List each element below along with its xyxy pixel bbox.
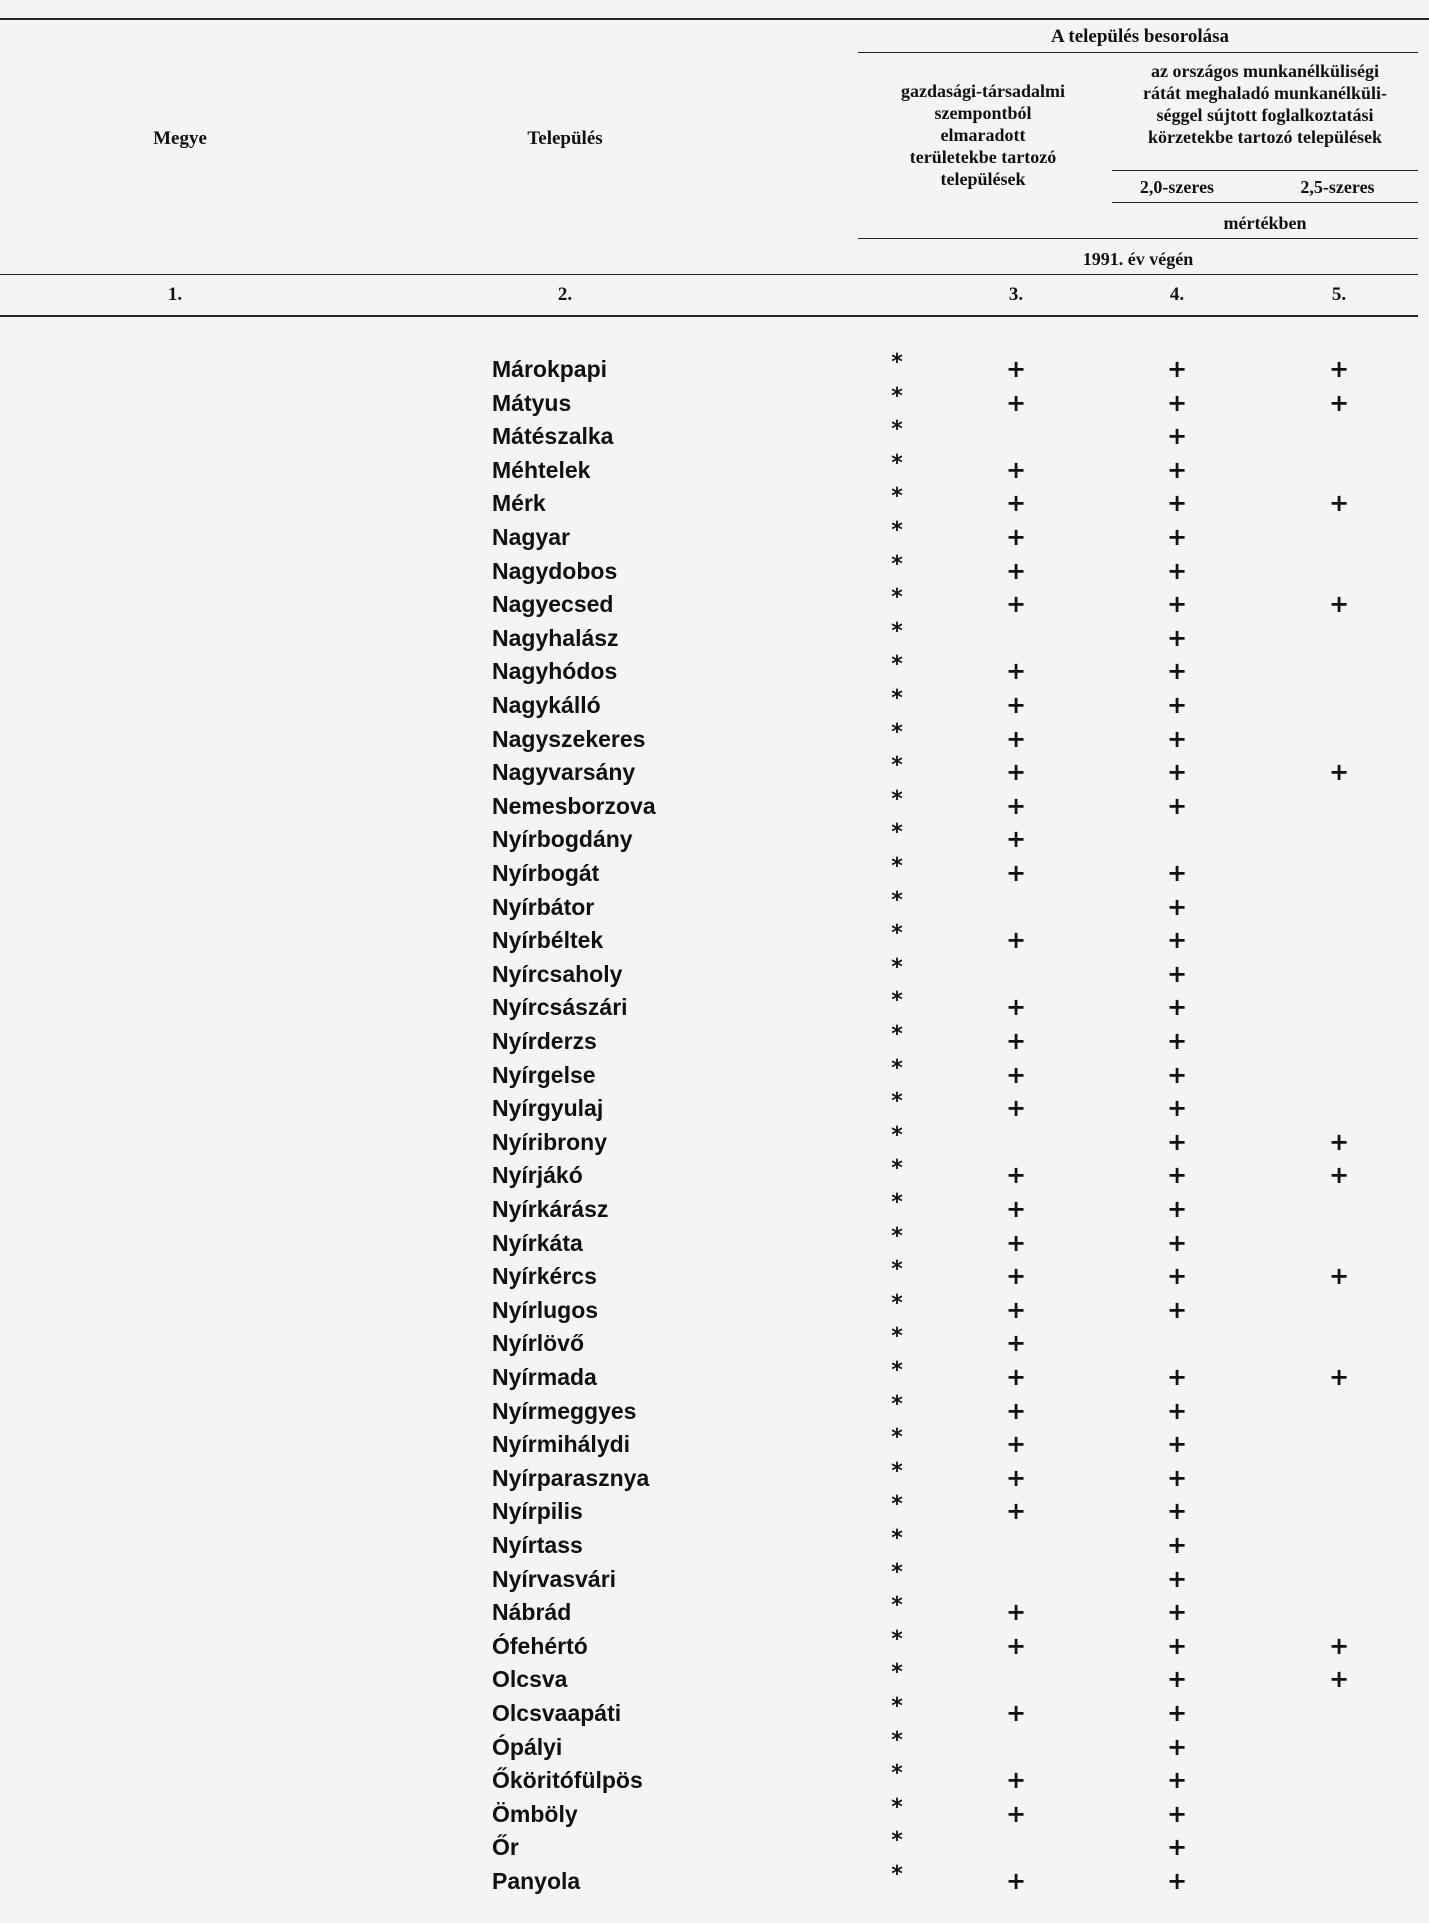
col3-mark: + [1005,355,1027,383]
star-mark: * [891,1526,903,1551]
col3-mark: + [1005,1027,1027,1055]
col4-mark: + [1166,1228,1188,1257]
table-row [0,854,1429,890]
table-row [0,1022,1429,1058]
col4-mark: + [1166,758,1188,787]
table-row [0,1694,1429,1730]
table-row [0,1761,1429,1797]
settlement-name: Ófehértó [492,1632,588,1659]
col4-mark: + [1166,1127,1188,1156]
col5-mark: + [1328,1631,1350,1660]
col3-mark: + [1005,1867,1027,1895]
header-merteken: mértékben [1223,213,1307,233]
settlement-name: Nyírlövő [492,1330,585,1357]
header-rule-under-date [0,274,1418,275]
star-mark: * [891,1358,903,1383]
settlement-name: Nyírparasznya [492,1464,650,1491]
header-col3-line: területekbe tartozó [909,147,1057,167]
col4-mark: + [1166,388,1188,417]
header-rule-under-title [858,52,1418,53]
col3-mark: + [1005,388,1027,417]
col3-mark: + [1005,1766,1027,1795]
table-row [0,1526,1429,1562]
settlement-name: Nyírmeggyes [492,1397,637,1424]
header-col45 [1112,60,1418,148]
star-mark: * [891,484,903,510]
col5-mark: + [1328,388,1350,417]
star-mark: * [891,1122,903,1148]
star-mark: * [891,1089,903,1115]
settlement-name: Nagyhódos [492,658,618,685]
settlement-name: Nyírkárász [492,1196,609,1222]
col3-mark: + [1005,657,1027,686]
header-col5-sub: 2,5-szeres [1300,177,1375,197]
col3-mark: + [1005,1463,1027,1492]
star-mark: * [891,1425,903,1451]
header-col45-line: körzetekbe tartozó települések [1148,127,1382,147]
col4-mark: + [1166,556,1188,585]
col4-mark: + [1166,1430,1188,1459]
table-row [0,1593,1429,1629]
col3-mark: + [1005,1329,1027,1358]
table-row [0,518,1429,554]
col5-mark: + [1328,489,1350,518]
col3-mark: + [1005,1396,1027,1425]
col4-mark: + [1166,1766,1188,1795]
star-mark: * [891,1257,903,1283]
col3-mark: + [1005,791,1027,820]
star-mark: * [891,954,903,980]
star-mark: * [891,350,903,375]
col4-mark: + [1166,1262,1188,1291]
col3-mark: + [1005,523,1027,551]
col4-mark: + [1166,590,1188,619]
star-mark: * [891,1559,903,1585]
col3-mark: + [1005,691,1027,719]
settlement-name: Nagyhalász [492,624,619,651]
table-row [0,1492,1429,1528]
header-rule-under-col45 [1112,170,1418,171]
star-mark: * [891,887,903,913]
star-mark: * [891,719,903,745]
table-row [0,1257,1429,1293]
star-mark: * [891,988,903,1014]
col5-mark: + [1328,355,1350,383]
header-rule-under-nums [0,315,1418,317]
settlement-name: Nyírlugos [492,1296,599,1323]
col4-mark: + [1166,1497,1188,1526]
settlement-name: Mátészalka [492,423,614,450]
col5-mark: + [1328,1161,1350,1190]
col4-mark: + [1166,859,1188,887]
table-row [0,350,1429,386]
col4-mark: + [1166,1463,1188,1492]
col3-mark: + [1005,758,1027,787]
settlement-name: Nyírderzs [492,1028,597,1054]
star-mark: * [891,417,903,443]
table-row [0,921,1429,957]
settlement-name: Őr [492,1834,519,1861]
header-col3-line: gazdasági-társadalmi [901,81,1065,101]
column-number: 3. [1008,284,1024,305]
table-row [0,1223,1429,1260]
col4-mark: + [1166,422,1188,451]
col5-mark: + [1328,1127,1350,1156]
table-row [0,1324,1429,1360]
col4-mark: + [1166,355,1188,383]
settlement-name: Nyírcsászári [492,994,628,1021]
table-row [0,1290,1429,1327]
settlement-name: Nyírpilis [492,1498,583,1525]
table-row [0,1425,1429,1461]
table-row [0,753,1429,789]
col3-mark: + [1005,1094,1027,1123]
table-row [0,1055,1429,1092]
col5-mark: + [1328,590,1350,619]
star-mark: * [891,450,903,476]
table-row [0,1391,1429,1428]
table-row [0,1156,1429,1192]
header-rule-under-sub [1112,202,1418,203]
settlement-name: Nábrád [492,1599,572,1626]
settlement-name: Mérk [492,490,546,517]
settlement-name: Nyírkércs [492,1263,597,1290]
table-row [0,1794,1429,1831]
star-mark: * [891,551,903,577]
table-row [0,1122,1429,1159]
settlement-name: Nyírvasvári [492,1565,617,1592]
settlement-name: Nemesborzova [492,792,656,819]
header-rule-under-merteken [858,238,1418,239]
col4-mark: + [1166,1531,1188,1559]
table-row [0,652,1429,688]
star-mark: * [891,1593,903,1619]
col3-mark: + [1005,1497,1027,1526]
top-rule [0,18,1429,20]
settlement-name: Panyola [492,1868,581,1894]
table-row [0,383,1429,420]
col4-mark: + [1166,1699,1188,1727]
settlement-name: Nagyecsed [492,591,614,618]
table-row [0,719,1429,756]
settlement-name: Nyírbogát [492,860,600,886]
col3-mark: + [1005,859,1027,887]
header-col3 [858,80,1108,190]
column-number: 5. [1331,284,1347,305]
table-row [0,1626,1429,1663]
col4-mark: + [1166,892,1188,921]
col4-mark: + [1166,1094,1188,1123]
star-mark: * [891,585,903,611]
star-mark: * [891,1324,903,1350]
col3-mark: + [1005,489,1027,518]
settlement-name: Márokpapi [492,356,608,382]
settlement-name: Nagykálló [492,692,601,718]
col3-mark: + [1005,1228,1027,1257]
col5-mark: + [1328,758,1350,787]
col4-mark: + [1166,1598,1188,1627]
col3-mark: + [1005,556,1027,585]
star-mark: * [891,383,903,409]
star-mark: * [891,1223,903,1249]
star-mark: * [891,652,903,678]
col4-mark: + [1166,993,1188,1022]
col4-mark: + [1166,1060,1188,1089]
column-number: 2. [557,284,573,305]
settlement-name: Méhtelek [492,456,591,483]
col4-mark: + [1166,1867,1188,1895]
star-mark: * [891,786,903,812]
col4-mark: + [1166,455,1188,484]
col3-mark: + [1005,1631,1027,1660]
table-row [0,988,1429,1024]
table-row [0,484,1429,520]
col5-mark: + [1328,1262,1350,1291]
col3-mark: + [1005,993,1027,1022]
col4-mark: + [1166,657,1188,686]
col3-mark: + [1005,1799,1027,1828]
star-mark: * [891,1492,903,1518]
settlement-name: Nyírbéltek [492,927,604,954]
table-row [0,1089,1429,1125]
settlement-name: Nyírkáta [492,1229,583,1256]
settlement-name: Nyírcsaholy [492,960,623,987]
header-col3-line: települések [940,169,1026,189]
col3-mark: + [1005,1430,1027,1459]
col4-mark: + [1166,1564,1188,1593]
col4-mark: + [1166,523,1188,551]
table-row [0,954,1429,991]
col3-mark: + [1005,1363,1027,1391]
col4-mark: + [1166,791,1188,820]
settlement-name: Nyírjákó [492,1162,583,1189]
star-mark: * [891,753,903,779]
col4-mark: + [1166,1295,1188,1324]
table-row [0,1660,1429,1696]
col3-mark: + [1005,724,1027,753]
star-mark: * [891,1727,903,1753]
header-col45-line: az országos munkanélküliségi [1150,61,1380,81]
settlement-name: Nagydobos [492,557,618,584]
table-row [0,618,1429,655]
col3-mark: + [1005,1598,1027,1627]
col4-mark: + [1166,489,1188,518]
col3-mark: + [1005,590,1027,619]
col5-mark: + [1328,1665,1350,1694]
col3-mark: + [1005,926,1027,955]
settlement-name: Nyírmihálydi [492,1431,631,1458]
header-col3-line: szempontból [934,103,1032,123]
settlement-name: Nyírgyulaj [492,1095,604,1122]
star-mark: * [891,854,903,879]
settlement-name: Olcsvaapáti [492,1700,622,1726]
table-row [0,1828,1429,1864]
table-row [0,585,1429,621]
header-date: 1991. év végén [1082,249,1194,269]
star-mark: * [891,1660,903,1686]
table-row [0,417,1429,453]
table-row [0,820,1429,856]
col4-mark: + [1166,1363,1188,1391]
column-number: 4. [1169,284,1185,305]
star-mark: * [891,1828,903,1854]
star-mark: * [891,820,903,846]
table-row [0,1358,1429,1394]
col3-mark: + [1005,455,1027,484]
settlement-name: Nyírbátor [492,893,595,920]
settlement-name: Nagyvarsány [492,759,636,786]
col4-mark: + [1166,1396,1188,1425]
header-col3-line: elmaradott [940,125,1026,145]
header-telepules: Település [527,128,603,149]
col4-mark: + [1166,1161,1188,1190]
table-row [0,686,1429,722]
col3-mark: + [1005,1060,1027,1089]
star-mark: * [891,1626,903,1652]
header-col45-line: rátát meghaladó munkanélküli- [1142,83,1388,103]
table-row [0,1559,1429,1596]
star-mark: * [891,1022,903,1047]
settlement-name: Nyíribrony [492,1128,608,1155]
col3-mark: + [1005,1195,1027,1223]
star-mark: * [891,1862,903,1887]
col4-mark: + [1166,1732,1188,1761]
col4-mark: + [1166,623,1188,652]
col4-mark: + [1166,1833,1188,1862]
star-mark: * [891,518,903,543]
settlement-name: Nyírmada [492,1364,597,1390]
table-row [0,450,1429,487]
settlement-name: Ópályi [492,1733,563,1760]
star-mark: * [891,1694,903,1719]
col4-mark: + [1166,1027,1188,1055]
table-row [0,887,1429,924]
star-mark: * [891,686,903,711]
col3-mark: + [1005,825,1027,854]
col5-mark: + [1328,1363,1350,1391]
table-row [0,1727,1429,1764]
settlement-name: Nagyszekeres [492,725,646,752]
col3-mark: + [1005,1161,1027,1190]
col4-mark: + [1166,1665,1188,1694]
star-mark: * [891,1391,903,1417]
col4-mark: + [1166,1799,1188,1828]
header-col45-line: séggel sújtott foglalkoztatási [1156,105,1374,125]
col3-mark: + [1005,1295,1027,1324]
settlement-name: Nyírbogdány [492,826,633,853]
col4-mark: + [1166,1631,1188,1660]
star-mark: * [891,1761,903,1787]
star-mark: * [891,1794,903,1820]
star-mark: * [891,1290,903,1316]
table-row [0,786,1429,823]
settlement-name: Mátyus [492,389,572,416]
settlement-name: Nyírgelse [492,1061,596,1088]
col4-mark: + [1166,724,1188,753]
col3-mark: + [1005,1699,1027,1727]
table-row [0,551,1429,588]
header-title: A település besorolása [1050,26,1230,47]
settlement-name: Olcsva [492,1666,568,1693]
col4-mark: + [1166,959,1188,988]
star-mark: * [891,1156,903,1182]
column-number: 1. [167,284,183,305]
settlement-name: Nagyar [492,524,570,550]
star-mark: * [891,921,903,947]
star-mark: * [891,618,903,644]
settlement-name: Nyírtass [492,1532,583,1558]
star-mark: * [891,1190,903,1215]
settlement-name: Ömböly [492,1800,578,1827]
col4-mark: + [1166,691,1188,719]
col4-mark: + [1166,926,1188,955]
table-row [0,1190,1429,1226]
header-col4-sub: 2,0-szeres [1139,177,1215,197]
star-mark: * [891,1055,903,1081]
col4-mark: + [1166,1195,1188,1223]
col3-mark: + [1005,1262,1027,1291]
table-row [0,1862,1429,1898]
star-mark: * [891,1458,903,1484]
table-row [0,1458,1429,1495]
settlement-name: Őköritófülpös [492,1767,643,1794]
header-megye: Megye [153,128,207,149]
